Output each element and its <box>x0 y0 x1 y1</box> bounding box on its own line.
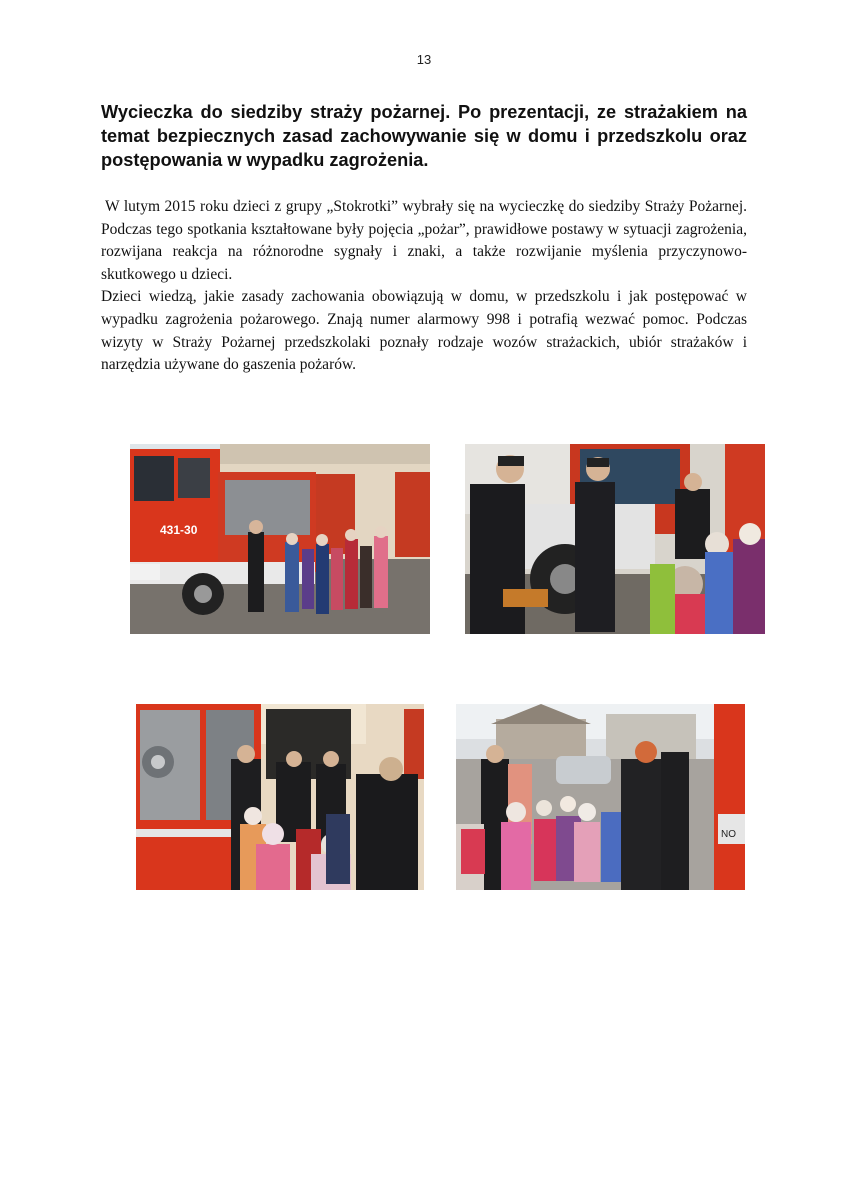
page-number: 13 <box>416 52 432 67</box>
body-text <box>101 196 747 377</box>
photo-firefighters-equipment <box>465 444 765 634</box>
page-heading: Wycieczka do siedziby straży pożarnej. Po prezentacji, ze strażakiem na temat bezpiecznych zasad zachowywanie się w domu i przedszkolu oraz postępowania w wypadku zagrożenia. <box>101 102 747 170</box>
truck-plate: NO <box>721 829 736 840</box>
photo-firefighter-gear <box>456 704 745 890</box>
photo-fire-truck-group <box>130 444 430 634</box>
truck-number: 431-30 <box>160 523 198 537</box>
paragraph-2: Dzieci wiedzą, jakie zasady zachowania obowiązują w domu, w przedszkolu i jak postępować w wypadku zagrożenia pożarowego. Znają numer alarmowy 998 i potrafią wezwać pomoc. Podczas wizyty w Straży Pożarnej przedszkolaki poznały rodzaje wozów strażackich, ubiór strażaków i narzędzia używane do gaszenia pożarów. <box>101 288 747 374</box>
paragraph-1: W lutym 2015 roku dzieci z grupy „Stokrotki” wybrały się na wycieczkę do siedziby Straży Pożarnej. Podczas tego spotkania kształtowane były pojęcia „pożar”, prawidłowe postawy w sytuacji zagrożenia, rozwijana reakcja na różnorodne sygnały i znaki, a także rozwijanie myślenia przyczynowo-skutkowego u dzieci. <box>101 198 747 283</box>
photo-garage-group <box>136 704 424 890</box>
